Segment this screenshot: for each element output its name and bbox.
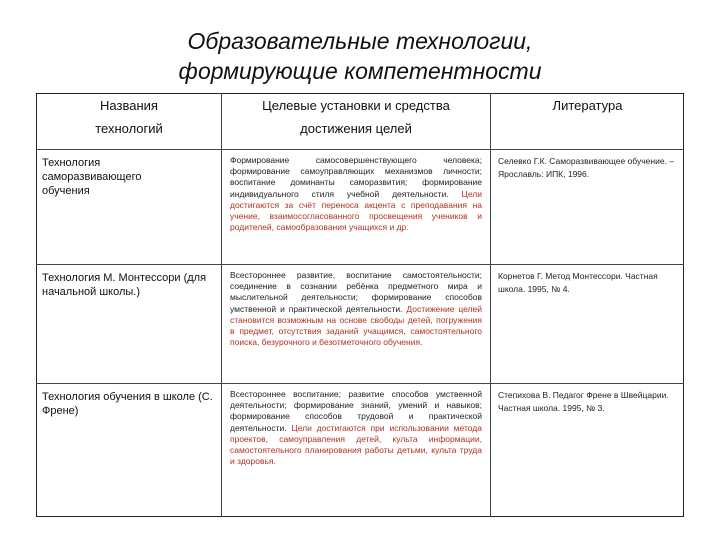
technology-goals: [230, 389, 482, 467]
technology-goals: [230, 155, 482, 233]
goals-text: Формирование самосовершенствующего человека; формирование самоуправляющих механизмов личности; воспитание доминанты саморазвития; формирование индивидуального стиля учебной деятельности.: [230, 155, 482, 199]
page-title: Образовательные технологии,: [187, 28, 533, 54]
column-divider-1: [221, 93, 222, 517]
header-names-line2: технологий: [95, 121, 163, 136]
technology-name: Технология обучения в школе (С. Френе): [42, 391, 213, 417]
header-literature: Литература: [552, 98, 623, 113]
goals-text: Всестороннее развитие, воспитание самостоятельности; соединение в сознании ребёнка предметного мира и мыслительной деятельности; формирование способов умственной и практической деятельности.: [230, 270, 482, 314]
column-divider-2: [490, 93, 491, 517]
goals-means-text: Достижение целей становится возможным на основе свободы детей, погружения в предмет, отсутствия заданий учащимся, самостоятельного поиска, безурочного и безотметочного обучения.: [230, 303, 482, 348]
technology-name: Технология саморазвивающего обучения: [42, 157, 142, 197]
page-subtitle: формирующие компетентности: [178, 58, 542, 84]
row-divider-1: [36, 264, 684, 265]
goals-means-text: Цели достигаются за счёт переноса акцента с преподавания на учение, взаимосогласованного просвещения учеников и родителей, самообразования учащихся и др.: [230, 188, 482, 233]
header-names-line1: Названия: [100, 98, 158, 113]
technology-literature: Степихова В. Педагог Френе в Швейцарии. Частная школа. 1995, № 3.: [498, 390, 669, 413]
header-divider: [36, 149, 684, 150]
technology-name: Технология М. Монтессори (для начальной школы.): [42, 272, 207, 298]
technology-goals: [230, 270, 482, 348]
goals-text: Всестороннее воспитание; развитие способов умственной деятельности; формирование знаний, умений и навыков; формирование способов трудовой и практической деятельности.: [230, 389, 482, 433]
header-goals-line1: Целевые установки и средства: [262, 98, 450, 113]
technology-literature: Селевко Г.К. Саморазвивающее обучение. – Ярославль: ИПК, 1996.: [498, 156, 675, 179]
goals-means-text: Цели достигаются при использовании метода проектов, самоуправления детей, культа информации, самостоятельного планирования работы детьми, культа труда и здоровья.: [230, 422, 482, 467]
header-goals-line2: достижения целей: [300, 121, 412, 136]
row-divider-2: [36, 383, 684, 384]
technology-literature: Корнетов Г. Метод Монтессори. Частная школа. 1995, № 4.: [498, 271, 658, 294]
